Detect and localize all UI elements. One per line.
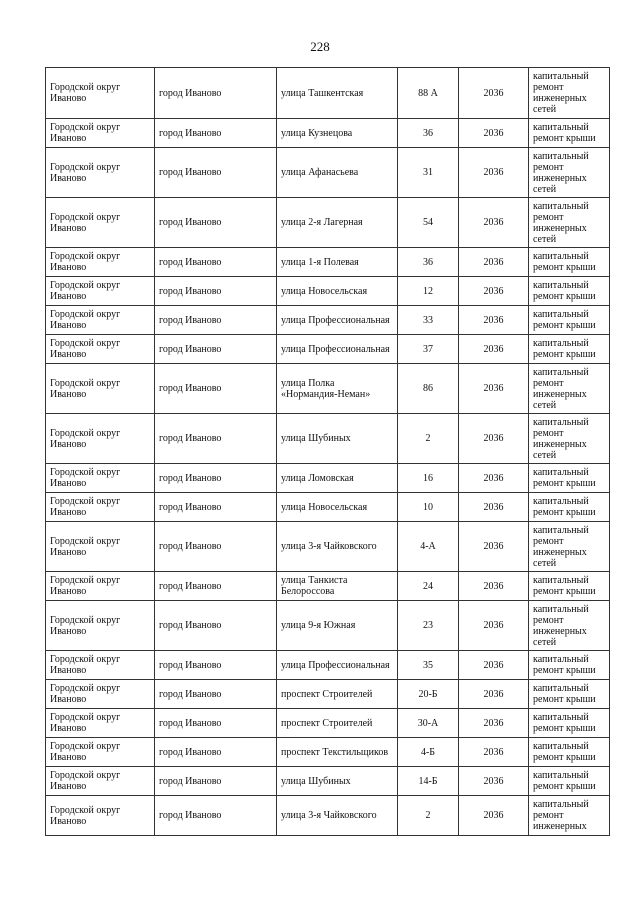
table-row — [46, 148, 610, 198]
municipality-cell: Городской округ Иваново — [46, 738, 155, 767]
year-cell: 2036 — [459, 198, 529, 248]
street-cell: улица Кузнецова — [277, 119, 398, 148]
municipality-cell: Городской округ Иваново — [46, 572, 155, 601]
year-cell: 2036 — [459, 306, 529, 335]
municipality-cell: Городской округ Иваново — [46, 198, 155, 248]
settlement-cell: город Иваново — [155, 148, 277, 198]
house-cell: 12 — [398, 277, 459, 306]
table-row — [46, 680, 610, 709]
house-cell: 54 — [398, 198, 459, 248]
municipality-cell: Городской округ Иваново — [46, 119, 155, 148]
settlement-cell: город Иваново — [155, 68, 277, 119]
settlement-cell: город Иваново — [155, 277, 277, 306]
page-number: 228 — [310, 39, 330, 54]
table-row — [46, 464, 610, 493]
street-cell: улица Профессиональная — [277, 651, 398, 680]
settlement-cell: город Иваново — [155, 601, 277, 651]
year-cell: 2036 — [459, 796, 529, 836]
municipality-cell: Городской округ Иваново — [46, 277, 155, 306]
street-cell: улица Полка «Нормандия-Неман» — [277, 364, 398, 414]
street-cell: улица Новосельская — [277, 493, 398, 522]
year-cell: 2036 — [459, 68, 529, 119]
street-cell: улица Танкиста Белороссова — [277, 572, 398, 601]
house-cell: 36 — [398, 119, 459, 148]
year-cell: 2036 — [459, 522, 529, 572]
year-cell: 2036 — [459, 767, 529, 796]
work-type-cell: капитальный ремонт инженерных сетей — [529, 522, 610, 572]
table-row — [46, 119, 610, 148]
year-cell: 2036 — [459, 148, 529, 198]
house-cell: 2 — [398, 796, 459, 836]
year-cell: 2036 — [459, 651, 529, 680]
work-type-cell: капитальный ремонт крыши — [529, 335, 610, 364]
year-cell: 2036 — [459, 119, 529, 148]
work-type-cell: капитальный ремонт крыши — [529, 738, 610, 767]
table-row — [46, 493, 610, 522]
work-type-cell: капитальный ремонт инженерных — [529, 796, 610, 836]
settlement-cell: город Иваново — [155, 198, 277, 248]
year-cell: 2036 — [459, 493, 529, 522]
settlement-cell: город Иваново — [155, 414, 277, 464]
house-cell: 30-А — [398, 709, 459, 738]
year-cell: 2036 — [459, 601, 529, 651]
house-cell: 4-Б — [398, 738, 459, 767]
street-cell: улица 3-я Чайковского — [277, 796, 398, 836]
table-row — [46, 572, 610, 601]
house-cell: 37 — [398, 335, 459, 364]
street-cell: улица Новосельская — [277, 277, 398, 306]
house-cell: 16 — [398, 464, 459, 493]
house-cell: 36 — [398, 248, 459, 277]
work-type-cell: капитальный ремонт крыши — [529, 306, 610, 335]
settlement-cell: город Иваново — [155, 522, 277, 572]
municipality-cell: Городской округ Иваново — [46, 680, 155, 709]
work-type-cell: капитальный ремонт крыши — [529, 464, 610, 493]
municipality-cell: Городской округ Иваново — [46, 306, 155, 335]
street-cell: улица 9-я Южная — [277, 601, 398, 651]
repair-schedule-table — [45, 67, 610, 836]
house-cell: 14-Б — [398, 767, 459, 796]
work-type-cell: капитальный ремонт крыши — [529, 493, 610, 522]
municipality-cell: Городской округ Иваново — [46, 464, 155, 493]
work-type-cell: капитальный ремонт крыши — [529, 277, 610, 306]
settlement-cell: город Иваново — [155, 493, 277, 522]
table-row — [46, 796, 610, 836]
table-row — [46, 198, 610, 248]
municipality-cell: Городской округ Иваново — [46, 796, 155, 836]
settlement-cell: город Иваново — [155, 572, 277, 601]
table-row — [46, 738, 610, 767]
year-cell: 2036 — [459, 709, 529, 738]
table-row — [46, 364, 610, 414]
settlement-cell: город Иваново — [155, 796, 277, 836]
street-cell: улица Шубиных — [277, 767, 398, 796]
work-type-cell: капитальный ремонт крыши — [529, 651, 610, 680]
work-type-cell: капитальный ремонт крыши — [529, 119, 610, 148]
municipality-cell: Городской округ Иваново — [46, 493, 155, 522]
table-row — [46, 306, 610, 335]
house-cell: 4-А — [398, 522, 459, 572]
street-cell: улица 2-я Лагерная — [277, 198, 398, 248]
work-type-cell: капитальный ремонт крыши — [529, 248, 610, 277]
settlement-cell: город Иваново — [155, 651, 277, 680]
table-row — [46, 601, 610, 651]
work-type-cell: капитальный ремонт крыши — [529, 767, 610, 796]
table-row — [46, 335, 610, 364]
house-cell: 31 — [398, 148, 459, 198]
settlement-cell: город Иваново — [155, 248, 277, 277]
street-cell: улица Ташкентская — [277, 68, 398, 119]
house-cell: 35 — [398, 651, 459, 680]
street-cell: улица Ломовская — [277, 464, 398, 493]
work-type-cell: капитальный ремонт инженерных сетей — [529, 198, 610, 248]
table-row — [46, 767, 610, 796]
table-row — [46, 651, 610, 680]
municipality-cell: Городской округ Иваново — [46, 335, 155, 364]
work-type-cell: капитальный ремонт крыши — [529, 572, 610, 601]
year-cell: 2036 — [459, 335, 529, 364]
street-cell: проспект Строителей — [277, 680, 398, 709]
year-cell: 2036 — [459, 414, 529, 464]
house-cell: 2 — [398, 414, 459, 464]
street-cell: проспект Текстильщиков — [277, 738, 398, 767]
municipality-cell: Городской округ Иваново — [46, 651, 155, 680]
settlement-cell: город Иваново — [155, 738, 277, 767]
work-type-cell: капитальный ремонт инженерных сетей — [529, 364, 610, 414]
settlement-cell: город Иваново — [155, 464, 277, 493]
settlement-cell: город Иваново — [155, 709, 277, 738]
street-cell: улица Шубиных — [277, 414, 398, 464]
house-cell: 10 — [398, 493, 459, 522]
house-cell: 23 — [398, 601, 459, 651]
table-row — [46, 414, 610, 464]
year-cell: 2036 — [459, 464, 529, 493]
settlement-cell: город Иваново — [155, 335, 277, 364]
house-cell: 20-Б — [398, 680, 459, 709]
settlement-cell: город Иваново — [155, 364, 277, 414]
municipality-cell: Городской округ Иваново — [46, 148, 155, 198]
municipality-cell: Городской округ Иваново — [46, 414, 155, 464]
settlement-cell: город Иваново — [155, 767, 277, 796]
municipality-cell: Городской округ Иваново — [46, 601, 155, 651]
year-cell: 2036 — [459, 277, 529, 306]
municipality-cell: Городской округ Иваново — [46, 767, 155, 796]
settlement-cell: город Иваново — [155, 306, 277, 335]
work-type-cell: капитальный ремонт инженерных сетей — [529, 601, 610, 651]
street-cell: улица Профессиональная — [277, 306, 398, 335]
table-row — [46, 248, 610, 277]
year-cell: 2036 — [459, 680, 529, 709]
work-type-cell: капитальный ремонт крыши — [529, 709, 610, 738]
municipality-cell: Городской округ Иваново — [46, 522, 155, 572]
municipality-cell: Городской округ Иваново — [46, 709, 155, 738]
municipality-cell: Городской округ Иваново — [46, 68, 155, 119]
house-cell: 33 — [398, 306, 459, 335]
street-cell: улица Афанасьева — [277, 148, 398, 198]
year-cell: 2036 — [459, 738, 529, 767]
work-type-cell: капитальный ремонт инженерных сетей — [529, 68, 610, 119]
year-cell: 2036 — [459, 364, 529, 414]
street-cell: проспект Строителей — [277, 709, 398, 738]
street-cell: улица Профессиональная — [277, 335, 398, 364]
house-cell: 86 — [398, 364, 459, 414]
table-row — [46, 522, 610, 572]
house-cell: 88 А — [398, 68, 459, 119]
work-type-cell: капитальный ремонт инженерных сетей — [529, 148, 610, 198]
municipality-cell: Городской округ Иваново — [46, 248, 155, 277]
work-type-cell: капитальный ремонт крыши — [529, 680, 610, 709]
street-cell: улица 1-я Полевая — [277, 248, 398, 277]
table-row — [46, 277, 610, 306]
year-cell: 2036 — [459, 572, 529, 601]
street-cell: улица 3-я Чайковского — [277, 522, 398, 572]
municipality-cell: Городской округ Иваново — [46, 364, 155, 414]
settlement-cell: город Иваново — [155, 680, 277, 709]
house-cell: 24 — [398, 572, 459, 601]
table-row — [46, 68, 610, 119]
work-type-cell: капитальный ремонт инженерных сетей — [529, 414, 610, 464]
settlement-cell: город Иваново — [155, 119, 277, 148]
year-cell: 2036 — [459, 248, 529, 277]
table-row — [46, 709, 610, 738]
